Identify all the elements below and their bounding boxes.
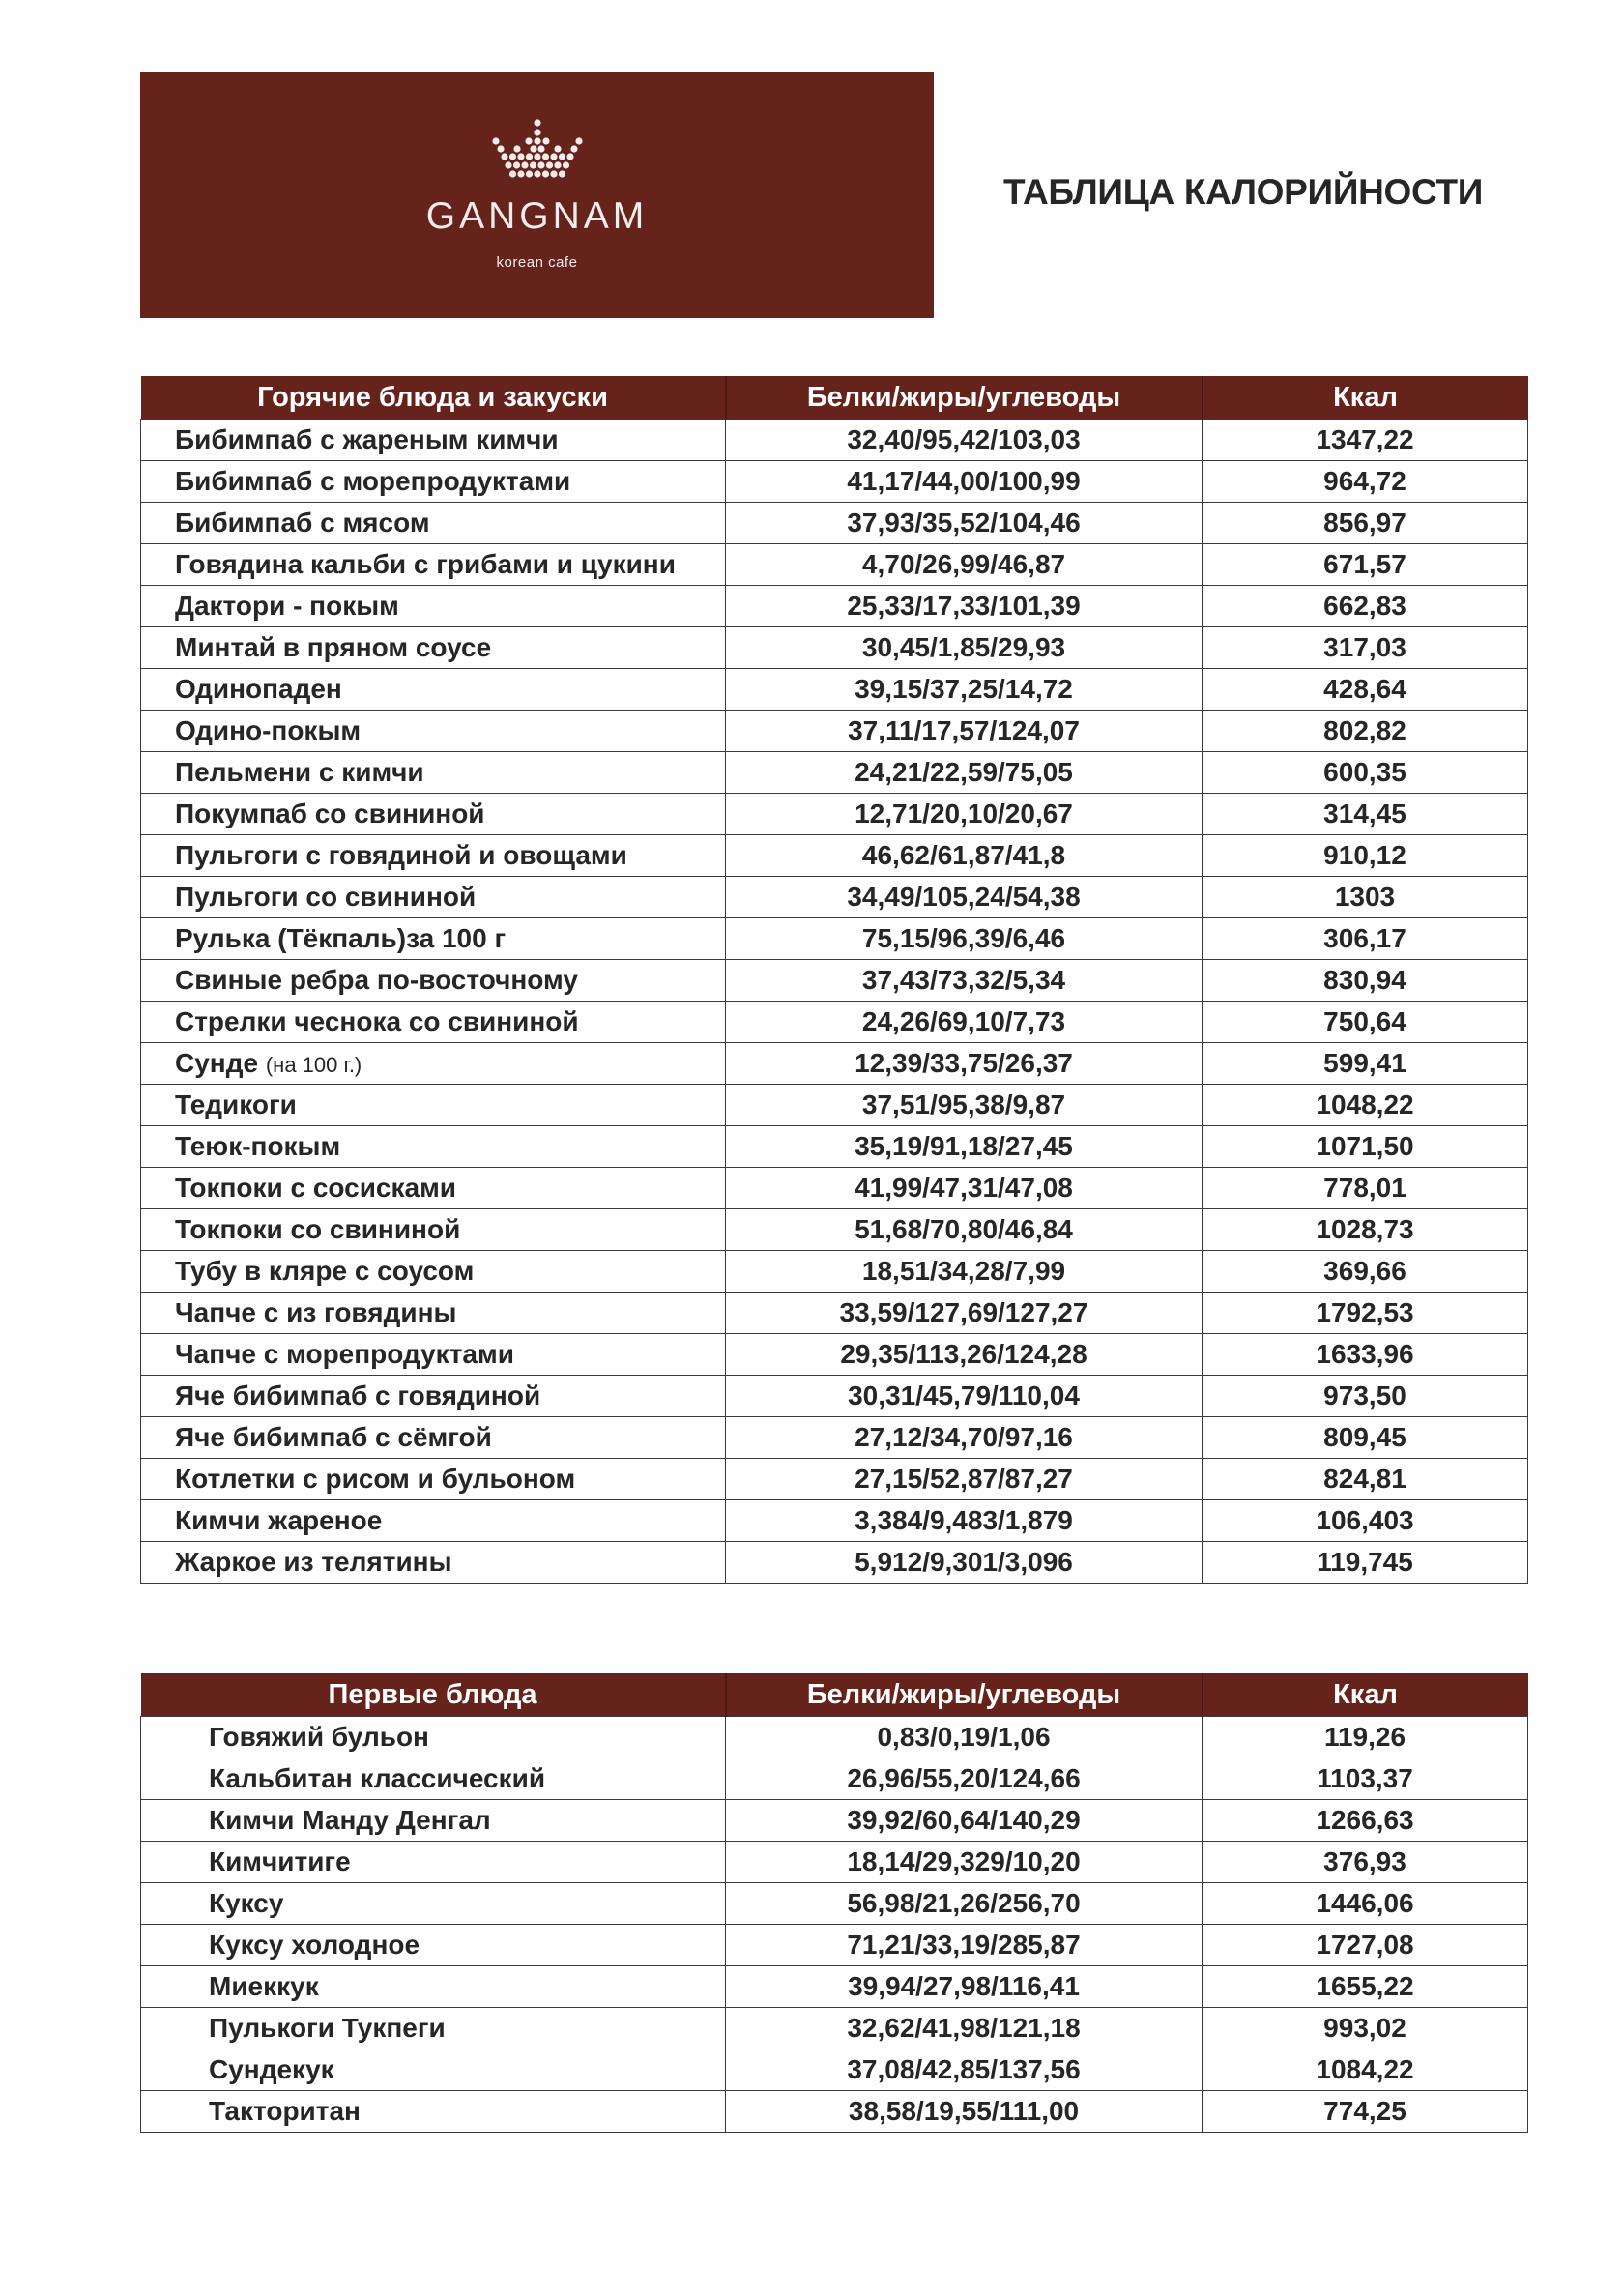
table-row <box>141 2049 1528 2091</box>
table-row <box>141 669 1528 711</box>
table-row <box>141 1334 1528 1376</box>
macros-cell: 27,12/34,70/97,16 <box>726 1417 1203 1459</box>
dish-name: Сундекук <box>209 2054 334 2084</box>
dish-name: Пульгоги со свининой <box>175 882 477 912</box>
dish-name: Теюк-покым <box>175 1131 341 1161</box>
table-row <box>141 794 1528 835</box>
kcal-cell: 1266,63 <box>1203 1800 1528 1842</box>
dish-name: Чапче с морепродуктами <box>175 1339 514 1369</box>
macros-cell: 30,45/1,85/29,93 <box>726 627 1203 669</box>
kcal-cell: 119,26 <box>1203 1717 1528 1758</box>
dish-name: Рулька (Тёкпаль)за 100 г <box>175 923 507 953</box>
table-row <box>141 627 1528 669</box>
dish-name-cell <box>141 1800 726 1842</box>
kcal-cell: 1084,22 <box>1203 2049 1528 2091</box>
dish-name: Токпоки с сосисками <box>175 1173 457 1203</box>
dish-name: Сунде <box>175 1048 259 1078</box>
dish-name: Куксу <box>209 1888 284 1918</box>
table-row <box>141 1085 1528 1126</box>
table-row <box>141 1417 1528 1459</box>
dish-name-cell <box>141 1293 726 1334</box>
dish-name: Одино-покым <box>175 715 362 745</box>
table-row <box>141 1758 1528 1800</box>
macros-cell: 30,31/45,79/110,04 <box>726 1376 1203 1417</box>
kcal-cell: 809,45 <box>1203 1417 1528 1459</box>
macros-cell: 12,71/20,10/20,67 <box>726 794 1203 835</box>
hot-dishes-body <box>141 420 1528 1584</box>
kcal-cell: 119,745 <box>1203 1542 1528 1584</box>
column-header-kcal: Ккал <box>1203 1673 1528 1717</box>
kcal-cell: 1303 <box>1203 877 1528 918</box>
macros-cell: 4,70/26,99/46,87 <box>726 544 1203 586</box>
table-row <box>141 877 1528 918</box>
dish-name-cell <box>141 1717 726 1758</box>
table-row <box>141 1842 1528 1883</box>
table-row <box>141 420 1528 461</box>
dish-name: Минтай в пряном соусе <box>175 632 492 662</box>
kcal-cell: 802,82 <box>1203 711 1528 752</box>
table-row <box>141 1251 1528 1293</box>
dish-name-cell <box>141 2008 726 2049</box>
table-row <box>141 752 1528 794</box>
macros-cell: 29,35/113,26/124,28 <box>726 1334 1203 1376</box>
dish-name-cell <box>141 1758 726 1800</box>
macros-cell: 51,68/70,80/46,84 <box>726 1209 1203 1251</box>
macros-cell: 32,62/41,98/121,18 <box>726 2008 1203 2049</box>
dish-name-cell <box>141 2091 726 2133</box>
macros-cell: 46,62/61,87/41,8 <box>726 835 1203 877</box>
macros-cell: 56,98/21,26/256,70 <box>726 1883 1203 1925</box>
kcal-cell: 306,17 <box>1203 918 1528 960</box>
macros-cell: 27,15/52,87/87,27 <box>726 1459 1203 1500</box>
dish-name-cell <box>141 2049 726 2091</box>
table-header-row <box>141 376 1528 420</box>
dish-name: Говяжий бульон <box>209 1722 429 1752</box>
dish-name-cell <box>141 1376 726 1417</box>
kcal-cell: 600,35 <box>1203 752 1528 794</box>
dish-name-cell <box>141 918 726 960</box>
column-header-kcal: Ккал <box>1203 376 1528 420</box>
column-header-dish: Первые блюда <box>141 1673 726 1717</box>
table-row <box>141 918 1528 960</box>
macros-cell: 37,11/17,57/124,07 <box>726 711 1203 752</box>
kcal-cell: 1446,06 <box>1203 1883 1528 1925</box>
dish-name-cell <box>141 1002 726 1043</box>
dish-name: Пульгоги с говядиной и овощами <box>175 840 627 870</box>
kcal-cell: 778,01 <box>1203 1168 1528 1209</box>
kcal-cell: 856,97 <box>1203 503 1528 544</box>
dish-note: (на 100 г.) <box>265 1053 362 1077</box>
macros-cell: 32,40/95,42/103,03 <box>726 420 1203 461</box>
dish-name-cell <box>141 1209 726 1251</box>
kcal-cell: 973,50 <box>1203 1376 1528 1417</box>
macros-cell: 35,19/91,18/27,45 <box>726 1126 1203 1168</box>
dish-name: Покумпаб со свининой <box>175 799 485 828</box>
table-row <box>141 1293 1528 1334</box>
hot-dishes-table <box>140 376 1528 1584</box>
kcal-cell: 317,03 <box>1203 627 1528 669</box>
table-row <box>141 2008 1528 2049</box>
macros-cell: 71,21/33,19/285,87 <box>726 1925 1203 1966</box>
dish-name: Чапче с из говядины <box>175 1297 457 1327</box>
macros-cell: 5,912/9,301/3,096 <box>726 1542 1203 1584</box>
dish-name-cell <box>141 1168 726 1209</box>
macros-cell: 12,39/33,75/26,37 <box>726 1043 1203 1085</box>
kcal-cell: 106,403 <box>1203 1500 1528 1542</box>
first-courses-body <box>141 1717 1528 2133</box>
first-courses-table <box>140 1673 1528 2133</box>
table-header-row <box>141 1673 1528 1717</box>
macros-cell: 33,59/127,69/127,27 <box>726 1293 1203 1334</box>
kcal-cell: 830,94 <box>1203 960 1528 1002</box>
table-row <box>141 1925 1528 1966</box>
dish-name: Тубу в кляре с соусом <box>175 1256 475 1286</box>
kcal-cell: 376,93 <box>1203 1842 1528 1883</box>
table-row <box>141 711 1528 752</box>
table-row <box>141 1168 1528 1209</box>
dish-name: Кимчи Манду Денгал <box>209 1805 491 1835</box>
kcal-cell: 824,81 <box>1203 1459 1528 1500</box>
table-row <box>141 1883 1528 1925</box>
macros-cell: 34,49/105,24/54,38 <box>726 877 1203 918</box>
table-row <box>141 960 1528 1002</box>
kcal-cell: 671,57 <box>1203 544 1528 586</box>
table-row <box>141 1800 1528 1842</box>
dish-name-cell <box>141 544 726 586</box>
kcal-cell: 1792,53 <box>1203 1293 1528 1334</box>
macros-cell: 75,15/96,39/6,46 <box>726 918 1203 960</box>
table-row <box>141 461 1528 503</box>
dish-name-cell <box>141 711 726 752</box>
dish-name-cell <box>141 877 726 918</box>
column-header-macros: Белки/жиры/углеводы <box>726 376 1203 420</box>
macros-cell: 39,15/37,25/14,72 <box>726 669 1203 711</box>
dish-name: Бибимпаб с жареным кимчи <box>175 424 559 454</box>
dish-name-cell <box>141 1417 726 1459</box>
kcal-cell: 964,72 <box>1203 461 1528 503</box>
dish-name-cell <box>141 1966 726 2008</box>
macros-cell: 0,83/0,19/1,06 <box>726 1717 1203 1758</box>
kcal-cell: 1347,22 <box>1203 420 1528 461</box>
dish-name-cell <box>141 669 726 711</box>
dish-name-cell <box>141 835 726 877</box>
table-row <box>141 1717 1528 1758</box>
macros-cell: 39,94/27,98/116,41 <box>726 1966 1203 2008</box>
dish-name-cell <box>141 1085 726 1126</box>
macros-cell: 38,58/19,55/111,00 <box>726 2091 1203 2133</box>
dish-name: Бибимпаб с мясом <box>175 508 430 538</box>
table-row <box>141 503 1528 544</box>
dish-name: Миеккук <box>209 1971 319 2001</box>
dish-name-cell <box>141 794 726 835</box>
macros-cell: 26,96/55,20/124,66 <box>726 1758 1203 1800</box>
table-row <box>141 586 1528 627</box>
dish-name-cell <box>141 1126 726 1168</box>
table-row <box>141 544 1528 586</box>
macros-cell: 37,93/35,52/104,46 <box>726 503 1203 544</box>
kcal-cell: 1028,73 <box>1203 1209 1528 1251</box>
kcal-cell: 662,83 <box>1203 586 1528 627</box>
brand-name: GANGNAM <box>425 195 649 237</box>
dish-name: Такторитан <box>209 2096 361 2126</box>
dish-name-cell <box>141 1883 726 1925</box>
dish-name: Стрелки чеснока со свининой <box>175 1006 579 1036</box>
dish-name-cell <box>141 1542 726 1584</box>
table-row <box>141 1459 1528 1500</box>
dish-name-cell <box>141 1334 726 1376</box>
dish-name: Токпоки со свининой <box>175 1214 461 1244</box>
kcal-cell: 750,64 <box>1203 1002 1528 1043</box>
kcal-cell: 1727,08 <box>1203 1925 1528 1966</box>
table-row <box>141 835 1528 877</box>
kcal-cell: 1071,50 <box>1203 1126 1528 1168</box>
macros-cell: 18,51/34,28/7,99 <box>726 1251 1203 1293</box>
macros-cell: 24,21/22,59/75,05 <box>726 752 1203 794</box>
kcal-cell: 428,64 <box>1203 669 1528 711</box>
dish-name-cell <box>141 1925 726 1966</box>
dish-name-cell <box>141 1251 726 1293</box>
dish-name: Кальбитан классический <box>209 1763 546 1793</box>
dish-name: Котлетки с рисом и бульоном <box>175 1464 576 1494</box>
table-row <box>141 1002 1528 1043</box>
dish-name-cell <box>141 503 726 544</box>
dish-name: Куксу холодное <box>209 1930 420 1960</box>
kcal-cell: 993,02 <box>1203 2008 1528 2049</box>
dish-name-cell <box>141 420 726 461</box>
dish-name: Жаркое из телятины <box>175 1547 452 1577</box>
dish-name: Свиные ребра по-восточному <box>175 965 578 995</box>
dish-name: Бибимпаб с морепродуктами <box>175 466 571 496</box>
macros-cell: 24,26/69,10/7,73 <box>726 1002 1203 1043</box>
dish-name-cell <box>141 960 726 1002</box>
dish-name-cell <box>141 1842 726 1883</box>
brand-logo-box <box>140 72 934 318</box>
macros-cell: 25,33/17,33/101,39 <box>726 586 1203 627</box>
dish-name: Яче бибимпаб с сёмгой <box>175 1422 492 1452</box>
dish-name: Пулькоги Тукпеги <box>209 2013 446 2043</box>
table-row <box>141 1542 1528 1584</box>
table-row <box>141 1966 1528 2008</box>
macros-cell: 37,08/42,85/137,56 <box>726 2049 1203 2091</box>
dish-name-cell <box>141 627 726 669</box>
kcal-cell: 1048,22 <box>1203 1085 1528 1126</box>
kcal-cell: 1633,96 <box>1203 1334 1528 1376</box>
dish-name: Кимчитиге <box>209 1846 351 1876</box>
kcal-cell: 314,45 <box>1203 794 1528 835</box>
table-row <box>141 1043 1528 1085</box>
macros-cell: 41,17/44,00/100,99 <box>726 461 1203 503</box>
kcal-cell: 1103,37 <box>1203 1758 1528 1800</box>
table-row <box>141 2091 1528 2133</box>
table-row <box>141 1500 1528 1542</box>
dish-name-cell <box>141 752 726 794</box>
macros-cell: 18,14/29,329/10,20 <box>726 1842 1203 1883</box>
macros-cell: 37,43/73,32/5,34 <box>726 960 1203 1002</box>
brand-subtitle: korean cafe <box>496 254 578 271</box>
kcal-cell: 910,12 <box>1203 835 1528 877</box>
table-row <box>141 1209 1528 1251</box>
dish-name: Тедикоги <box>175 1090 297 1119</box>
dish-name-cell <box>141 1043 726 1085</box>
macros-cell: 3,384/9,483/1,879 <box>726 1500 1203 1542</box>
dish-name: Говядина кальби с грибами и цукини <box>175 549 676 579</box>
column-header-macros: Белки/жиры/углеводы <box>726 1673 1203 1717</box>
macros-cell: 41,99/47,31/47,08 <box>726 1168 1203 1209</box>
dish-name-cell <box>141 1459 726 1500</box>
dish-name-cell <box>141 1500 726 1542</box>
page-title: ТАБЛИЦА КАЛОРИЙНОСТИ <box>1003 172 1484 212</box>
kcal-cell: 1655,22 <box>1203 1966 1528 2008</box>
column-header-dish: Горячие блюда и закуски <box>141 376 726 420</box>
dish-name: Дактори - покым <box>175 591 399 621</box>
dish-name-cell <box>141 586 726 627</box>
dish-name: Одинопаден <box>175 674 342 704</box>
dish-name: Кимчи жареное <box>175 1505 383 1535</box>
dish-name: Пельмени с кимчи <box>175 757 424 787</box>
dish-name-cell <box>141 461 726 503</box>
kcal-cell: 369,66 <box>1203 1251 1528 1293</box>
dish-name: Яче бибимпаб с говядиной <box>175 1381 541 1410</box>
table-row <box>141 1126 1528 1168</box>
macros-cell: 37,51/95,38/9,87 <box>726 1085 1203 1126</box>
kcal-cell: 774,25 <box>1203 2091 1528 2133</box>
macros-cell: 39,92/60,64/140,29 <box>726 1800 1203 1842</box>
table-row <box>141 1376 1528 1417</box>
kcal-cell: 599,41 <box>1203 1043 1528 1085</box>
